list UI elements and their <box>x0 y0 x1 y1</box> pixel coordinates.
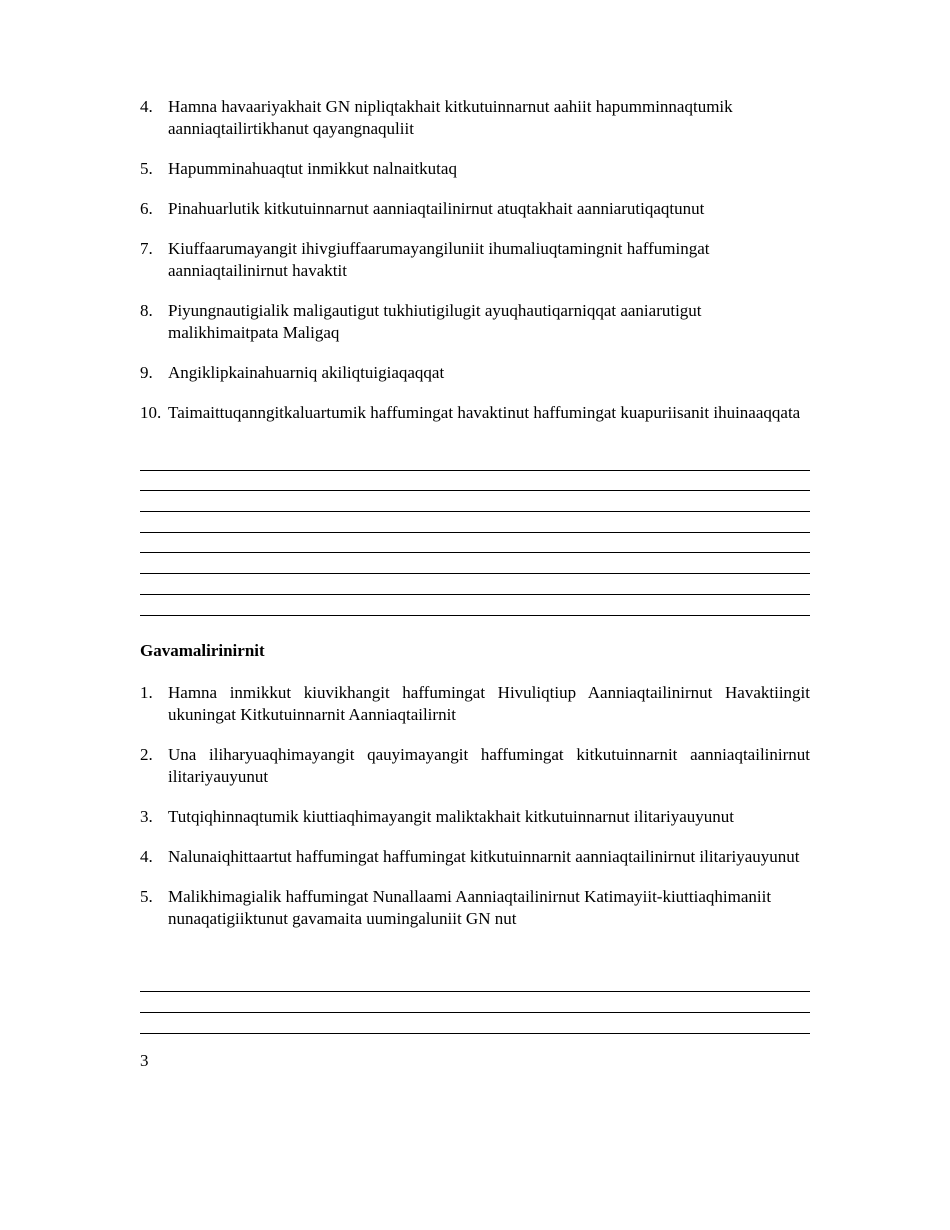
list-item <box>140 300 810 344</box>
list-item <box>140 198 810 220</box>
answer-line <box>140 972 810 993</box>
page-number: 3 <box>140 1050 149 1070</box>
question-list-continued <box>140 96 810 424</box>
list-item <box>140 402 810 424</box>
list-item <box>140 744 810 788</box>
list-item <box>140 96 810 140</box>
answer-line <box>140 595 810 616</box>
item-text: Pinahuarlutik kitkutuinnarnut aanniaqtailinirnut atuqtakhait aanniarutiqaqtunut <box>168 199 705 218</box>
item-text: Hapumminahuaqtut inmikkut nalnaitkutaq <box>168 159 457 178</box>
item-number: 8. <box>140 301 153 320</box>
item-number: 7. <box>140 239 153 258</box>
item-text: Malikhimagialik haffumingat Nunallaami Aanniaqtailinirnut Katimayiit-kiuttiaqhimaniit nunaqatigiiktunut gavamaita uumingaluniit GN nut <box>168 886 772 928</box>
item-text: Angiklipkainahuarniq akiliqtuigiaqaqqat <box>168 363 445 382</box>
government-question-list <box>140 682 810 930</box>
item-number: 1. <box>140 682 153 702</box>
item-number: 5. <box>140 886 153 906</box>
item-number: 4. <box>140 97 153 116</box>
answer-lines <box>140 972 810 1034</box>
item-text: Hamna havaariyakhait GN nipliqtakhait kitkutuinnarnut aahiit hapumminnaqtumik aanniaqtailirtikhanut qayangnaquliit <box>168 97 733 138</box>
item-number: 10. <box>140 403 162 422</box>
item-number: 2. <box>140 744 153 764</box>
list-item <box>140 682 810 726</box>
answer-line <box>140 533 810 554</box>
item-number: 9. <box>140 363 153 382</box>
answer-line <box>140 471 810 492</box>
document-page <box>140 96 810 1072</box>
item-text: Hamna inmikkut kiuvikhangit haffumingat Hivuliqtiup Aanniaqtailinirnut Havaktiingit ukuningat Kitkutuinnarnit Aanniaqtailirnit <box>168 682 810 724</box>
answer-line <box>140 574 810 595</box>
answer-line <box>140 553 810 574</box>
section-heading: Gavamalirinirnit <box>140 640 265 660</box>
list-item <box>140 806 810 828</box>
list-item <box>140 158 810 180</box>
item-text: Kiuffaarumayangit ihivgiuffaarumayangiluniit ihumaliuqtamingnit haffumingat aanniaqtailinirnut havaktit <box>168 239 710 280</box>
item-number: 5. <box>140 159 153 178</box>
item-text: Taimaittuqanngitkaluartumik haffumingat havaktinut haffumingat kuapuriisanit ihuinaaqqata <box>168 403 801 422</box>
item-text: Nalunaiqhittaartut haffumingat haffumingat kitkutuinnarnit aanniaqtailinirnut ilitariyauyunut <box>168 846 800 866</box>
item-text: Una iliharyuaqhimayangit qauyimayangit haffumingat kitkutuinnarnit aanniaqtailinirnut ilitariyauyunut <box>168 744 810 786</box>
item-number: 4. <box>140 846 153 866</box>
item-number: 3. <box>140 806 153 826</box>
item-text: Tutqiqhinnaqtumik kiuttiaqhimayangit maliktakhait kitkutuinnarnut ilitariyauyunut <box>168 806 734 826</box>
answer-line <box>140 512 810 533</box>
list-item <box>140 238 810 282</box>
answer-lines <box>140 450 810 616</box>
list-item <box>140 846 810 868</box>
list-item <box>140 362 810 384</box>
item-number: 6. <box>140 199 153 218</box>
answer-line <box>140 450 810 471</box>
list-item <box>140 886 810 930</box>
answer-line <box>140 1013 810 1034</box>
item-text: Piyungnautigialik maligautigut tukhiutigilugit ayuqhautiqarniqqat aaniarutigut malikhimaitpata Maligaq <box>168 301 702 342</box>
answer-line <box>140 992 810 1013</box>
answer-line <box>140 491 810 512</box>
